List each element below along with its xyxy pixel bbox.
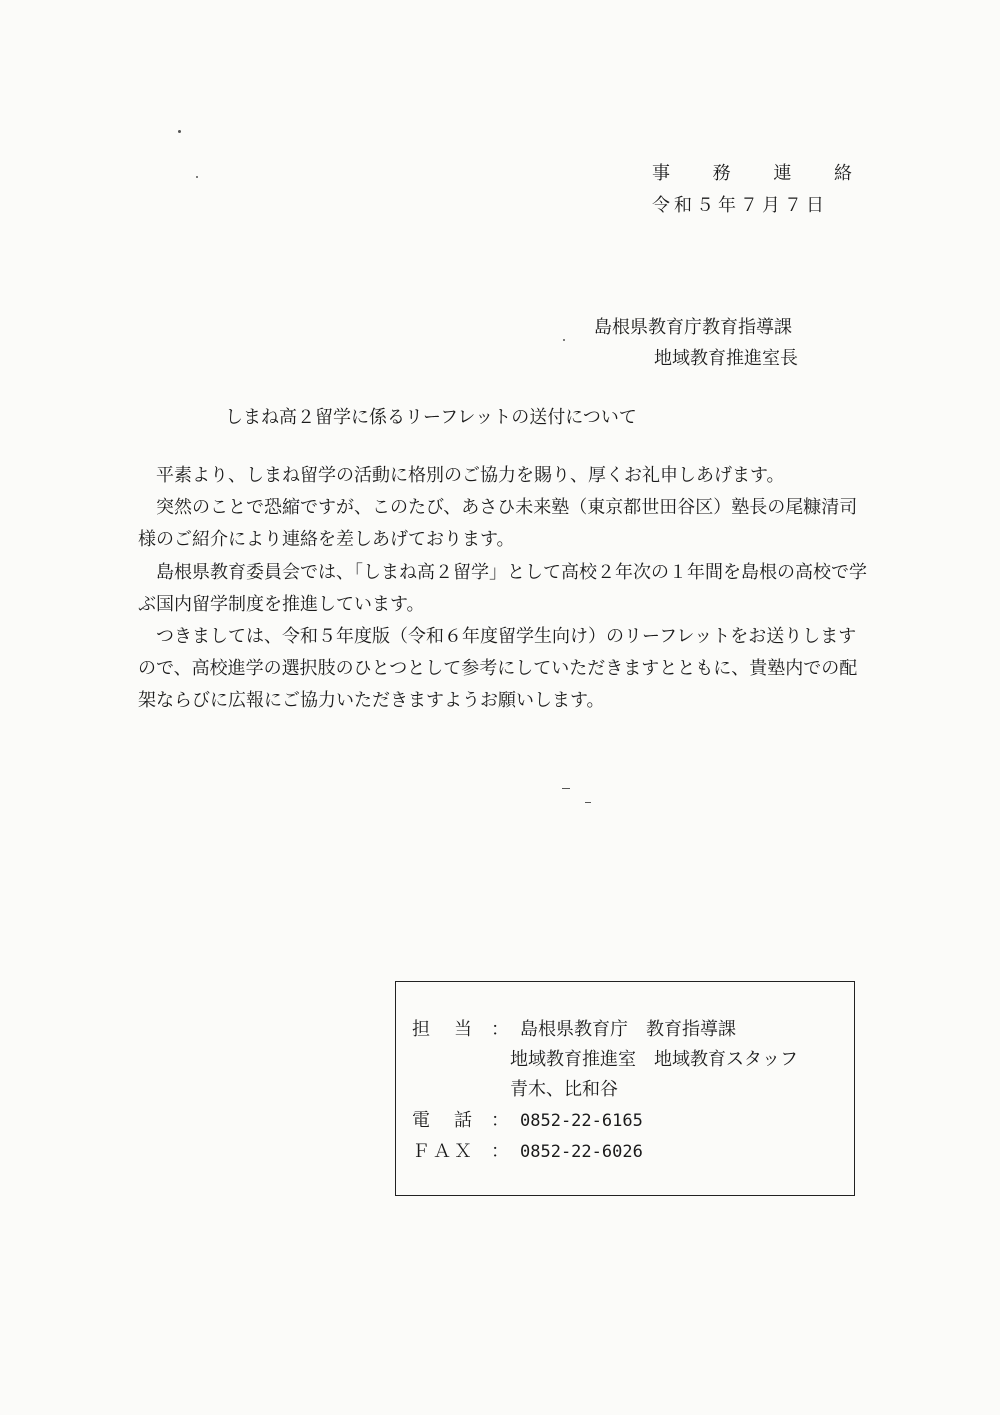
separator: ： [491, 1110, 509, 1131]
document-type-char: 絡 [833, 163, 852, 184]
scan-speck [563, 339, 565, 341]
contact-person-names: 青木、比和谷 [510, 1079, 618, 1100]
contact-person-label [412, 1015, 472, 1045]
label-char: 電 [412, 1110, 430, 1131]
contact-fax-label [412, 1137, 472, 1167]
separator: ： [491, 1019, 509, 1040]
label-char: 担 [412, 1019, 430, 1040]
label-char: 話 [454, 1110, 472, 1131]
sender-title: 地域教育推進室長 [654, 348, 798, 369]
label-char: Ｘ [454, 1141, 472, 1162]
sender-organization: 島根県教育庁教育指導課 [594, 317, 792, 338]
scan-speck [562, 788, 570, 789]
document-header [652, 158, 862, 222]
document-subject: しまね高２留学に係るリーフレットの送付について [225, 407, 637, 428]
document-type-char: 連 [773, 163, 792, 184]
contact-fax-number: 0852-22-6026 [520, 1142, 643, 1162]
contact-person-org: 島根県教育庁 教育指導課 [520, 1019, 736, 1040]
contact-person-dept: 地域教育推進室 地域教育スタッフ [510, 1049, 798, 1070]
scan-speck [178, 130, 181, 133]
contact-box [395, 981, 855, 1196]
separator: ： [491, 1141, 509, 1162]
document-type-char: 務 [712, 163, 731, 184]
scan-speck [196, 176, 198, 178]
label-char: 当 [454, 1019, 472, 1040]
document-date: 令和５年７月７日 [652, 195, 828, 216]
body-paragraph: 島根県教育委員会では、「しまね高２留学」として高校２年次の１年間を島根の高校で学ぶ国内留学制度を推進しています。 [138, 561, 867, 615]
body-paragraph: 突然のことで恐縮ですが、このたび、あさひ未来塾（東京都世田谷区）塾長の尾糠清司様のご紹介により連絡を差しあげております。 [138, 497, 858, 551]
body-paragraph: つきましては、令和５年度版（令和６年度留学生向け）のリーフレットをお送りしますので、高校進学の選択肢のひとつとして参考にしていただきますとともに、貴塾内での配架ならびに広報にご協力いただきますようお願いします。 [138, 626, 858, 712]
contact-phone-number: 0852-22-6165 [520, 1111, 643, 1131]
document-type-char: 事 [652, 163, 670, 184]
label-char: Ｆ [412, 1141, 430, 1162]
contact-phone-label [412, 1106, 472, 1136]
sender-block [594, 312, 798, 374]
label-char: Ａ [433, 1141, 451, 1162]
document-type [652, 158, 852, 190]
contact-person-row [412, 1015, 736, 1045]
scan-speck [585, 802, 591, 803]
body-paragraph: 平素より、しまね留学の活動に格別のご協力を賜り、厚くお礼申しあげます。 [156, 465, 785, 486]
contact-fax-row [412, 1137, 643, 1167]
document-body [138, 460, 868, 718]
contact-phone-row [412, 1106, 643, 1136]
